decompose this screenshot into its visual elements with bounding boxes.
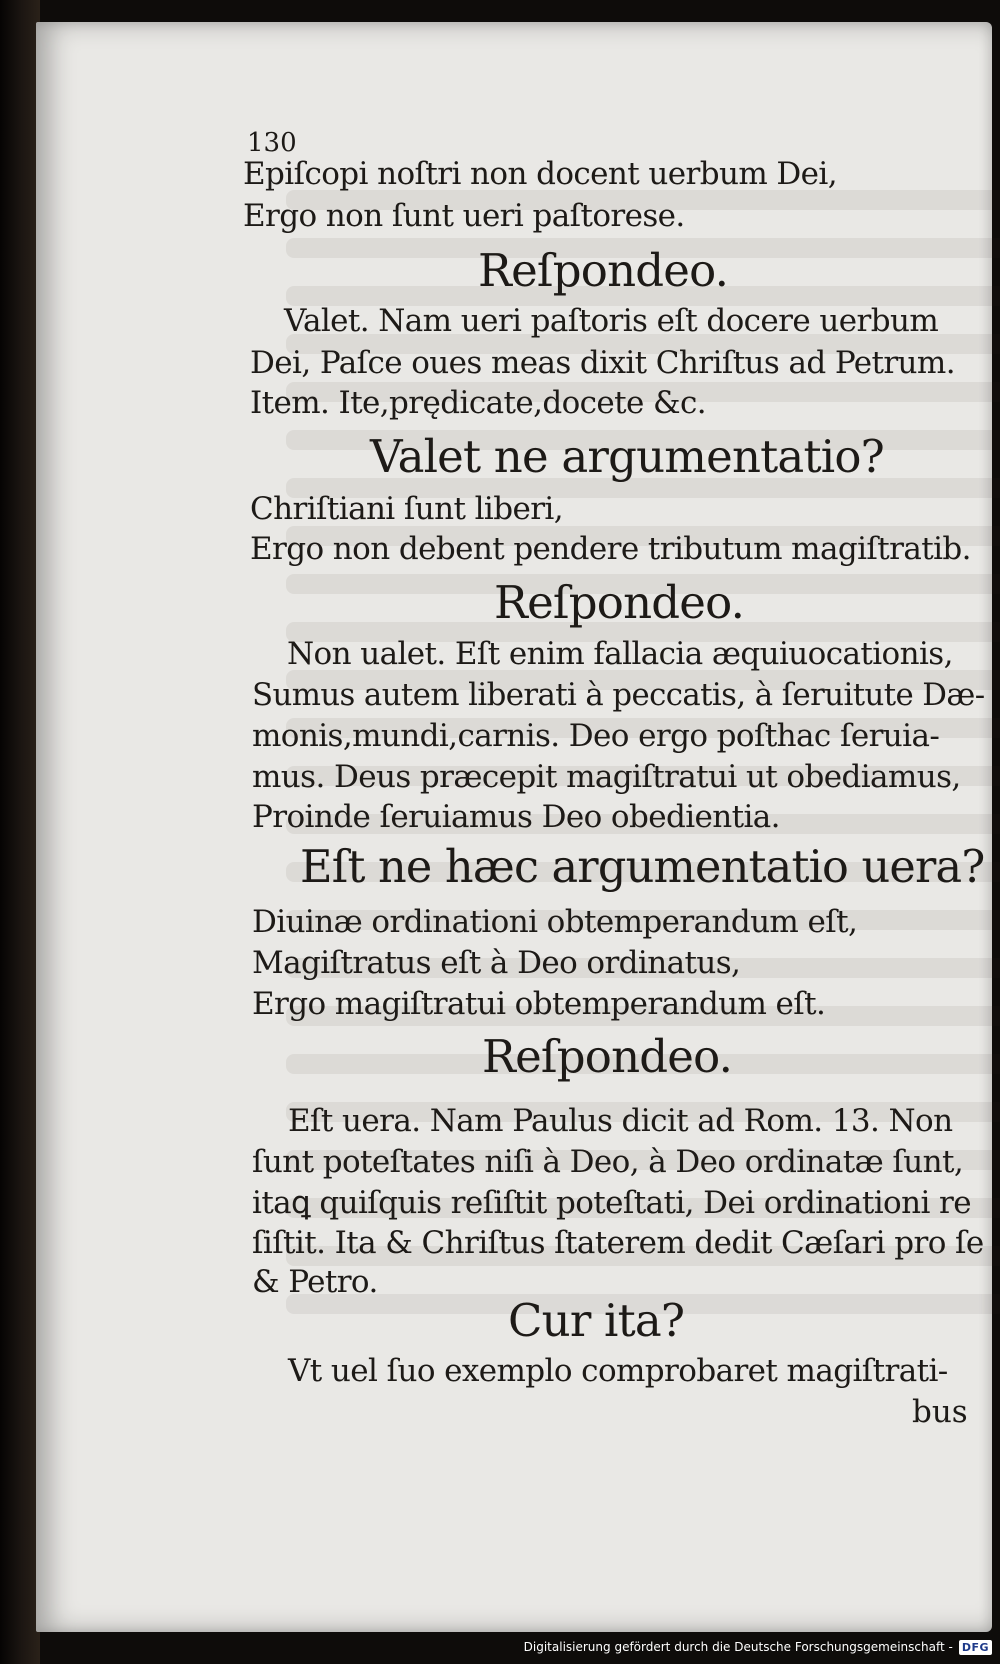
text-line: & Petro.	[252, 1264, 378, 1300]
section-heading: Eſt ne hæc argumentatio uera?	[300, 840, 985, 893]
text-line: Vt uel ſuo exemplo comprobaret magiſtrati-	[288, 1353, 948, 1389]
section-heading: Reſpondeo.	[478, 244, 729, 297]
text-line: itaꝗ quiſquis reſiſtit poteſtati, Dei ordinationi re	[252, 1185, 971, 1221]
text-line: Dei, Paſce oues meas dixit Chriſtus ad Petrum.	[250, 345, 955, 381]
text-line: Magiſtratus eſt à Deo ordinatus,	[252, 945, 741, 981]
text-line: Epiſcopi noſtri non docent uerbum Dei,	[243, 156, 837, 192]
text-line: ſiſtit. Ita & Chriſtus ſtaterem dedit Cæſari pro ſe	[252, 1225, 984, 1261]
text-line: Ergo magiſtratui obtemperandum eſt.	[252, 986, 826, 1022]
text-line: Item. Ite,prędicate,docete &c.	[250, 385, 707, 421]
text-line: Ergo non ſunt ueri paſtorese.	[243, 198, 685, 234]
dfg-logo: DFG	[959, 1640, 992, 1655]
text-line: Ergo non debent pendere tributum magiſtratib.	[250, 531, 971, 567]
section-heading: Valet ne argumentatio?	[370, 430, 884, 483]
text-line: Chriſtiani ſunt liberi,	[250, 491, 564, 527]
text-line: Sumus autem liberati à peccatis, à ſeruitute Dæ-	[252, 677, 985, 713]
funding-credit-text: Digitalisierung gefördert durch die Deutsche Forschungsgemeinschaft -	[523, 1640, 953, 1654]
text-line: Valet. Nam ueri paſtoris eſt docere uerbum	[284, 303, 939, 339]
page-number: 130	[247, 128, 297, 158]
text-line: monis,mundi,carnis. Deo ergo poſthac ſeruia-	[252, 718, 940, 754]
section-heading: Reſpondeo.	[494, 576, 745, 629]
catchword: bus	[912, 1394, 968, 1430]
book-gutter	[0, 0, 40, 1664]
text-line: Proinde ſeruiamus Deo obedientia.	[252, 799, 780, 835]
text-line: Eſt uera. Nam Paulus dicit ad Rom. 13. Non	[288, 1103, 953, 1139]
text-line: mus. Deus præcepit magiſtratui ut obediamus,	[252, 759, 961, 795]
text-line: Diuinæ ordinationi obtemperandum eſt,	[252, 904, 858, 940]
section-heading: Cur ita?	[508, 1294, 685, 1347]
text-line: ſunt poteſtates niſi à Deo, à Deo ordinatæ ſunt,	[252, 1144, 964, 1180]
text-line: Non ualet. Eſt enim fallacia æquiuocationis,	[287, 636, 953, 672]
section-heading: Reſpondeo.	[482, 1030, 733, 1083]
footer-credit	[524, 1636, 992, 1658]
